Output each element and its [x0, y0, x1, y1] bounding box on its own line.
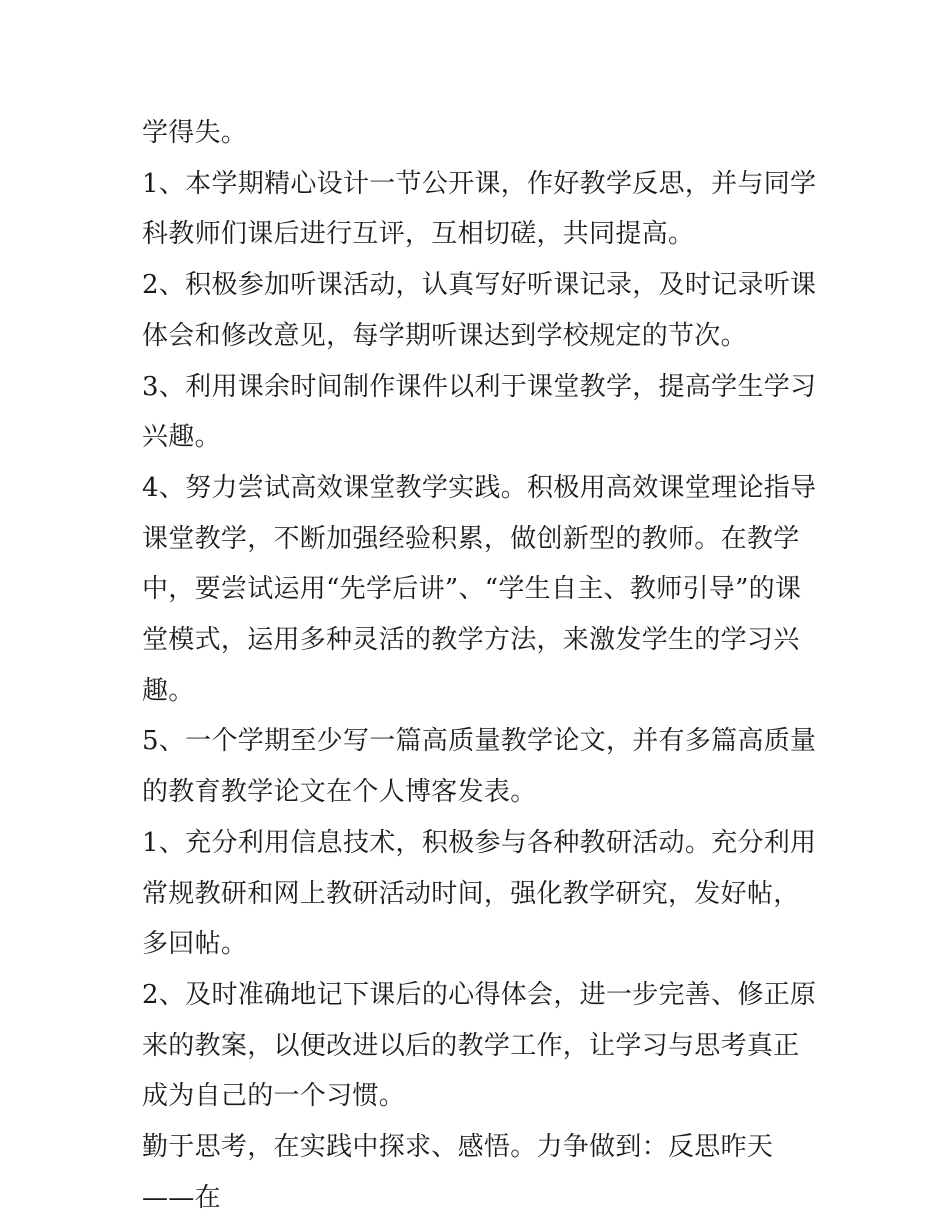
paragraph-8: 2、及时准确地记下课后的心得体会，进一步完善、修正原来的教案，以便改进以后的教学工作，让学习与思考真正成为自己的一个习惯。 — [142, 979, 817, 1112]
paragraph-7: 1、充分利用信息技术，积极参与各种教研活动。充分利用常规教研和网上教研活动时间，强化教学研究，发好帖，多回帖。 — [142, 827, 817, 960]
document-body — [142, 108, 818, 1223]
paragraph-1: 学得失。 — [142, 118, 248, 148]
paragraph-2: 1、本学期精心设计一节公开课，作好教学反思，并与同学科教师们课后进行互评，互相切磋，共同提高。 — [142, 168, 817, 250]
paragraph-5: 4、努力尝试高效课堂教学实践。积极用高效课堂理论指导课堂教学，不断加强经验积累，做创新型的教师。在教学中，要尝试运用“先学后讲”、“学生自主、教师引导”的课堂模式，运用多种灵活的教学方法，来激发学生的学习兴趣。 — [142, 472, 817, 706]
paragraph-9: 勤于思考，在实践中探求、感悟。力争做到：反思昨天——在 — [142, 1132, 774, 1213]
paragraph-3: 2、积极参加听课活动，认真写好听课记录，及时记录听课体会和修改意见，每学期听课达到学校规定的节次。 — [142, 270, 817, 351]
paragraph-4: 3、利用课余时间制作课件以利于课堂教学，提高学生学习兴趣。 — [142, 371, 817, 453]
paragraph-6: 5、一个学期至少写一篇高质量教学论文，并有多篇高质量的教育教学论文在个人博客发表。 — [142, 726, 817, 808]
